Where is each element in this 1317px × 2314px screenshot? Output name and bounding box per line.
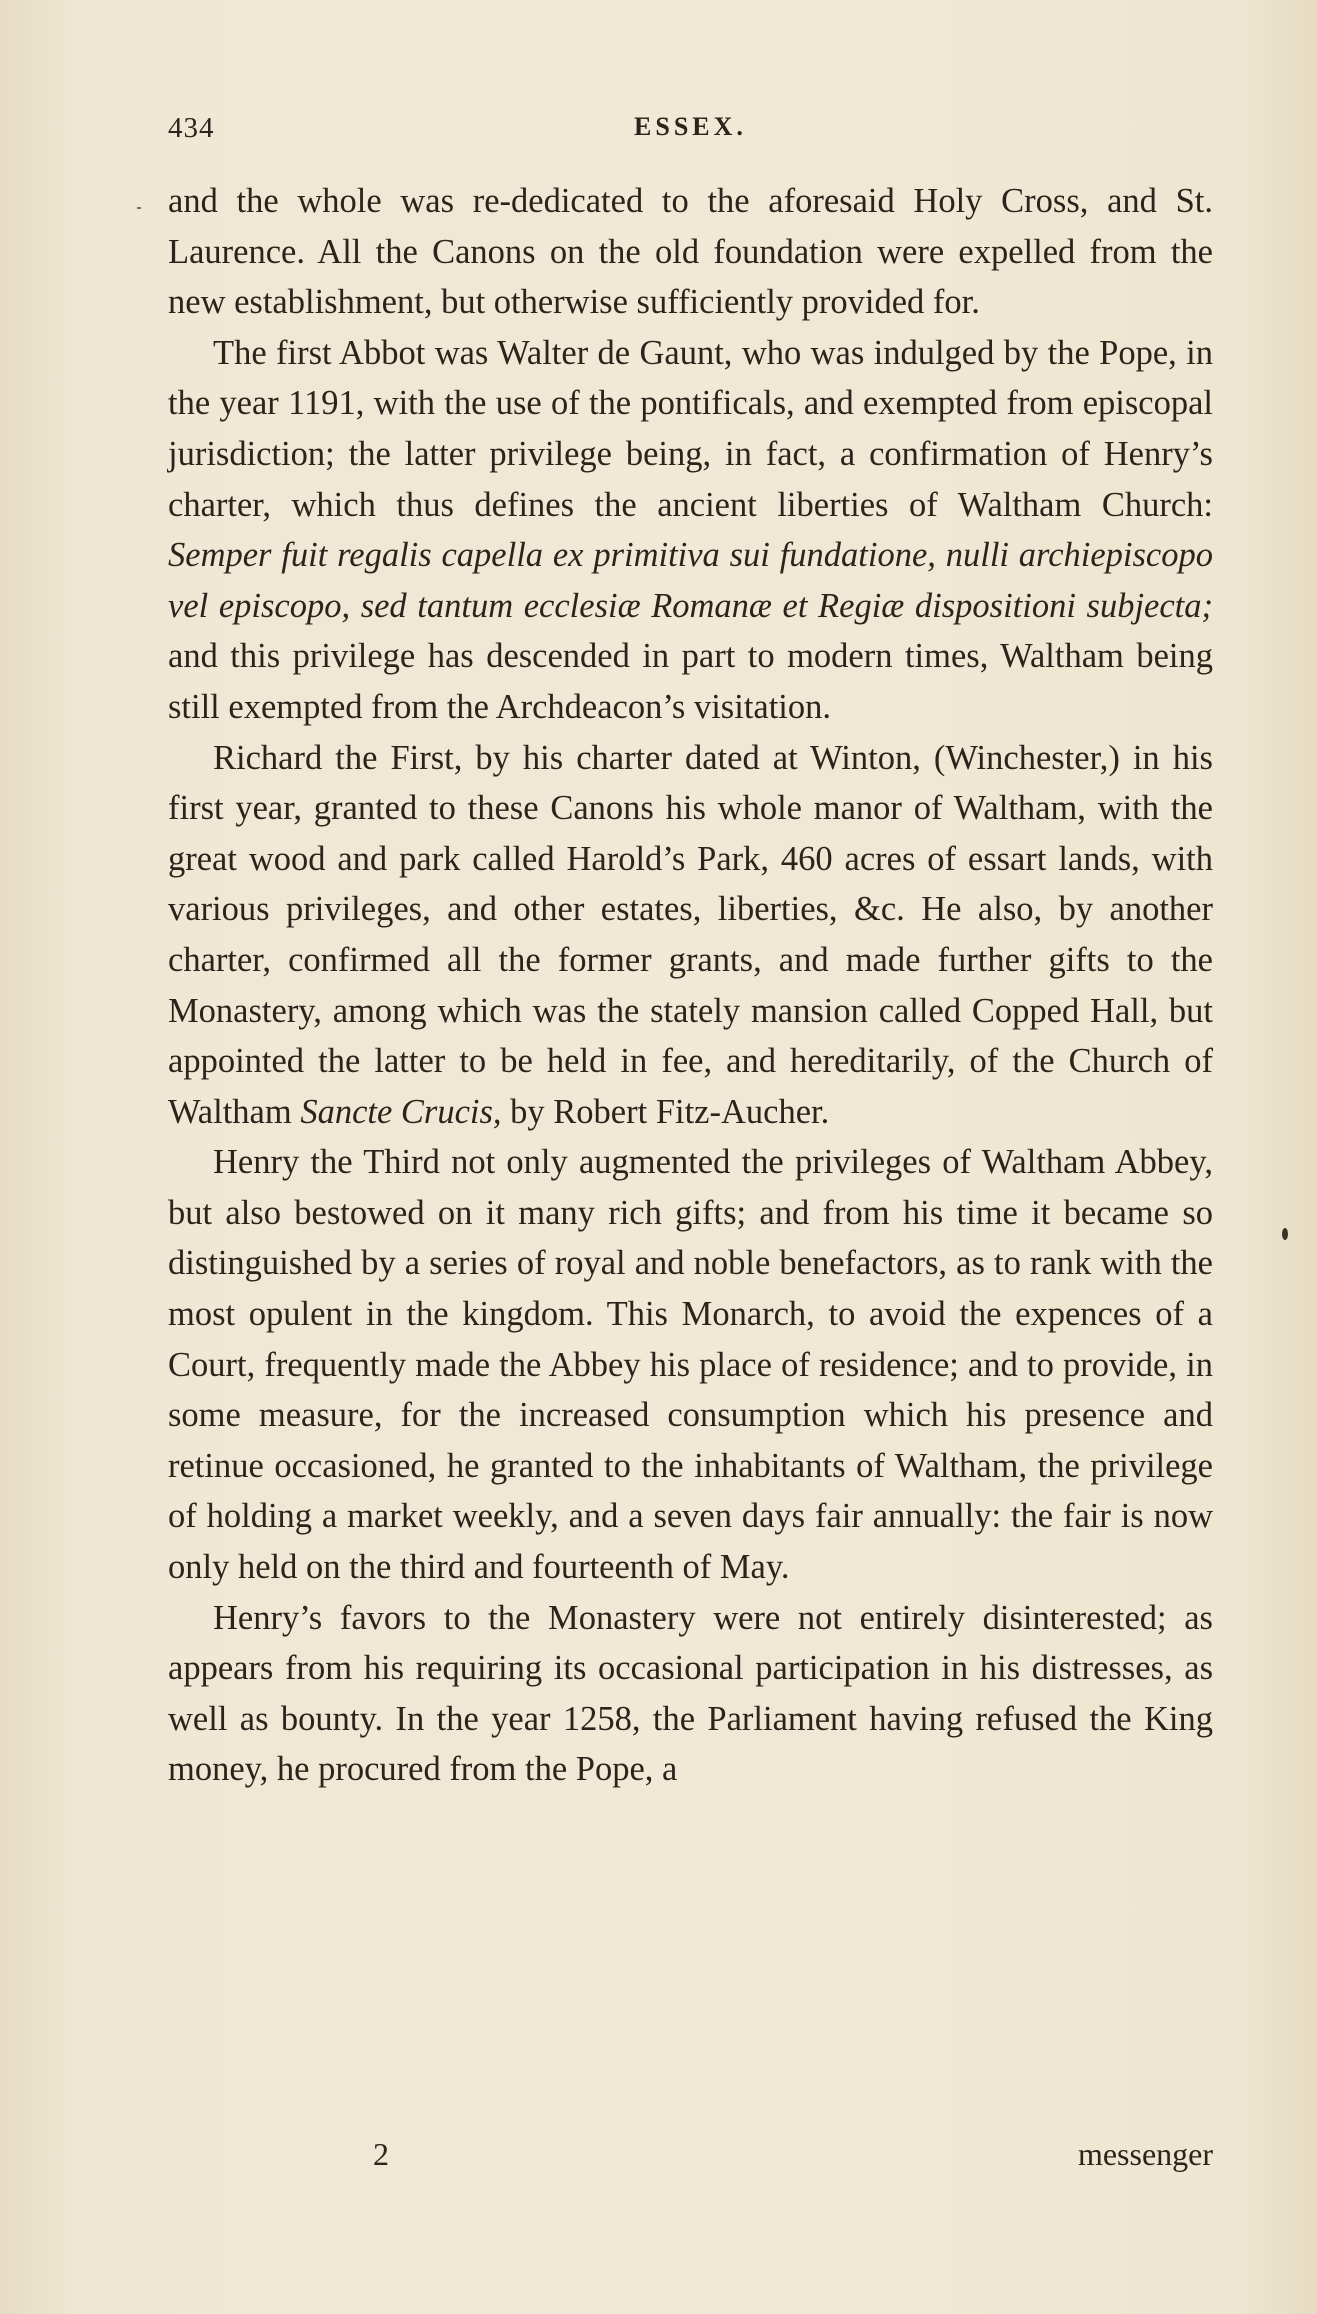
paragraph — [168, 328, 1213, 733]
catchword: messenger — [1077, 2136, 1213, 2172]
text-segment: Henry the Third not only augmented the privileges of Waltham Abbey, but also bestowed on it many rich gifts; and from his time it became so distinguished by a series of royal and noble benefactors, as to rank with the most opulent in the kingdom. This Monarch, to avoid the expences of a Court, frequently made the Abbey his place of residence; and to provide, in some measure, for the increased consumption which his presence and retinue occasioned, he granted to the inhabitants of Waltham, the privilege of holding a market weekly, and a seven days fair annually: the fair is now only held on the third and fourteenth of May. — [168, 1143, 1213, 1587]
margin-mark — [137, 207, 141, 209]
paragraph — [168, 733, 1213, 1138]
paragraph — [168, 176, 1213, 328]
paragraph — [168, 1593, 1213, 1795]
text-segment: by Robert Fitz-Aucher. — [501, 1092, 830, 1131]
signature-mark: 2 — [373, 2136, 389, 2172]
paragraph — [168, 1137, 1213, 1592]
italic-text-segment: Semper fuit regalis capella ex primitiva sui fundatione, nulli archiepiscopo vel episcopo, sed tantum ecclesiæ Romanæ et Regiæ dispositioni subjecta; — [168, 536, 1213, 625]
body-text — [168, 176, 1213, 1795]
text-segment: and this privilege has descended in part to modern times, Waltham being still exempted from the Archdeacon’s visitation. — [168, 637, 1213, 726]
margin-mark — [1282, 1228, 1288, 1240]
text-segment: and the whole was re-dedicated to the aforesaid Holy Cross, and St. Laurence. All the Canons on the old foundation were expelled from the new establishment, but otherwise sufficiently provided for. — [168, 182, 1213, 322]
text-segment: The first Abbot was Walter de Gaunt, who was indulged by the Pope, in the year 1191, with the use of the pontificals, and exempted from episcopal jurisdiction; the latter privilege being, in fact, a confirmation of Henry’s charter, which thus defines the ancient liberties of Waltham Church: — [168, 333, 1213, 524]
text-segment: Richard the First, by his charter dated at Winton, (Winchester,) in his first year, granted to these Canons his whole manor of Waltham, with the great wood and park called Harold’s Park, 460 acres of essart lands, with various privileges, and other estates, liberties, &c. He also, by another charter, confirmed all the former grants, and made further gifts to the Monastery, among which was the stately mansion called Copped Hall, but appointed the latter to be held in fee, and hereditarily, of the Church of Waltham — [168, 738, 1213, 1131]
text-segment: Henry’s favors to the Monastery were not entirely disinterested; as appears from his requiring its occasional participation in his distresses, as well as bounty. In the year 1258, the Parliament having refused the King money, he procured from the Pope, a — [168, 1598, 1213, 1789]
page-header — [168, 112, 1213, 162]
page-footer — [168, 2136, 1213, 2186]
running-title: ESSEX. — [634, 112, 747, 141]
page-number: 434 — [168, 112, 215, 144]
italic-text-segment: Sancte Crucis, — [300, 1092, 502, 1131]
